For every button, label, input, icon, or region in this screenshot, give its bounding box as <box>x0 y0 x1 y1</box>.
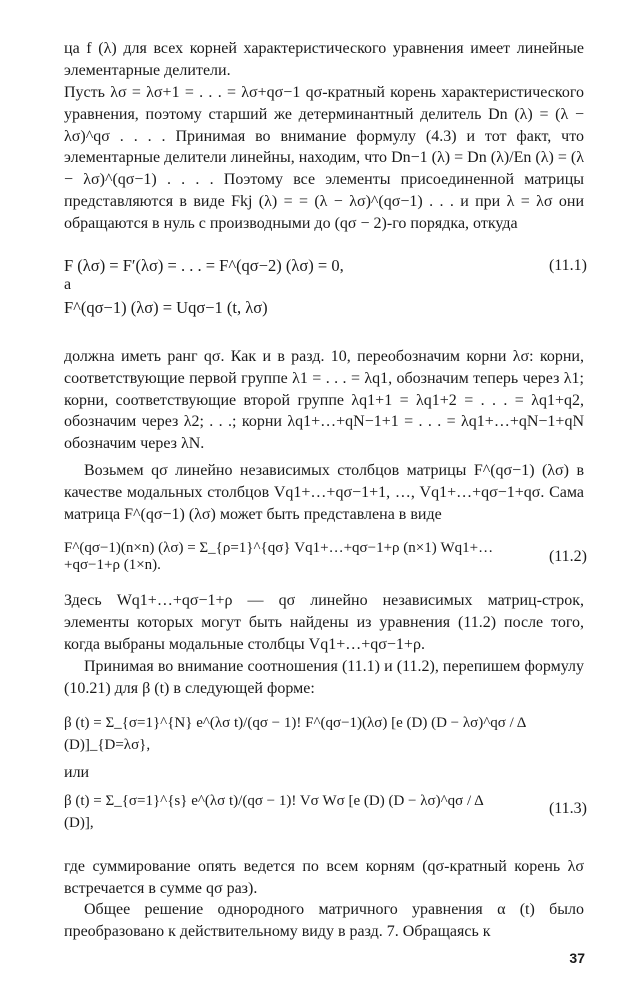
paragraph-4: Возьмем qσ линейно независимых столбцов матрицы F^(qσ−1) (λσ) в качестве модальных столбцов Vq1+…+qσ−1+1, …, Vq1+…+qσ−1+qσ. Сама матрица F^(qσ−1) (λσ) может быть представлена в виде <box>64 462 584 523</box>
conjunction-ili: или <box>64 764 90 781</box>
equation-number-11-1: (11.1) <box>548 257 587 274</box>
paragraph-2: Пусть λσ = λσ+1 = . . . = λσ+qσ−1 qσ-кратный корень характеристического уравнения, поэтому старший же детерминантный делитель Dn (λ) = (λ − λσ)^qσ . . . . Принимая во внимание формулу (4.3) и тот факт, что элементарные делители линейны, находим, что Dn−1 (λ) = Dn (λ)/En (λ) = (λ − λσ)^(qσ−1) . . . . Поэтому все элементы присоединенной матрицы представляются в виде Fkj (λ) = = (λ − λσ)^(qσ−1) . . . и при λ = λσ они обращаются в нуль с производными до (qσ − 2)-го порядка, откуда <box>64 84 584 232</box>
equation-number-11-2: (11.2) <box>548 548 587 565</box>
equation-U: F^(qσ−1) (λσ) = Uqσ−1 (t, λσ) <box>64 298 268 317</box>
paragraph-3: должна иметь ранг qσ. Как и в разд. 10, переобозначим корни λσ: корни, соответствующие первой группе λ1 = . . . = λq1, обозначим теперь через λ1; корни, соответствующие второй группе λq1+1 = λq1+2 = . . . = λq1+q2, обозначим через λ2; . . .; корни λq1+…+qN−1+1 = . . . = λq1+…+qN−1+qN обозначим через λN. <box>64 348 584 453</box>
equation-11-3: β (t) = Σ_{σ=1}^{s} e^(λσ t)/(qσ − 1)! Vσ Wσ [e (D) (D − λσ)^qσ / Δ (D)], <box>64 793 483 831</box>
equation-11-2: F^(qσ−1)(n×n) (λσ) = Σ_{ρ=1}^{qσ} Vq1+…+qσ−1+ρ (n×1) Wq1+…+qσ−1+ρ (1×n). <box>64 540 494 573</box>
conjunction-a: а <box>64 276 72 293</box>
equation-number-11-3: (11.3) <box>548 800 587 817</box>
paragraph-8: Общее решение однородного матричного уравнения α (t) было преобразовано к действительному виду в разд. 7. Обращаясь к <box>64 901 584 940</box>
page-number: 37 <box>569 950 585 966</box>
paragraph-6: Принимая во внимание соотношения (11.1) и (11.2), перепишем формулу (10.21) для β (t) в следующей форме: <box>64 658 584 697</box>
paragraph-1: ца f (λ) для всех корней характеристического уравнения имеет линейные элементарные делители. <box>64 40 584 79</box>
paragraph-7: где суммирование опять ведется по всем корням (qσ-кратный корень λσ встречается в сумме qσ раз). <box>64 858 584 897</box>
equation-11-1: F (λσ) = F′(λσ) = . . . = F^(qσ−2) (λσ) = 0, <box>64 256 344 275</box>
equation-beta-1: β (t) = Σ_{σ=1}^{N} e^(λσ t)/(qσ − 1)! F^(qσ−1)(λσ) [e (D) (D − λσ)^qσ / Δ (D)]_{D=λσ}, <box>64 715 526 753</box>
paragraph-5: Здесь Wq1+…+qσ−1+ρ — qσ линейно независимых матриц-строк, элементы которых могут быть найдены из уравнения (11.2) после того, когда выбраны модальные столбцы Vq1+…+qσ−1+ρ. <box>64 592 584 653</box>
